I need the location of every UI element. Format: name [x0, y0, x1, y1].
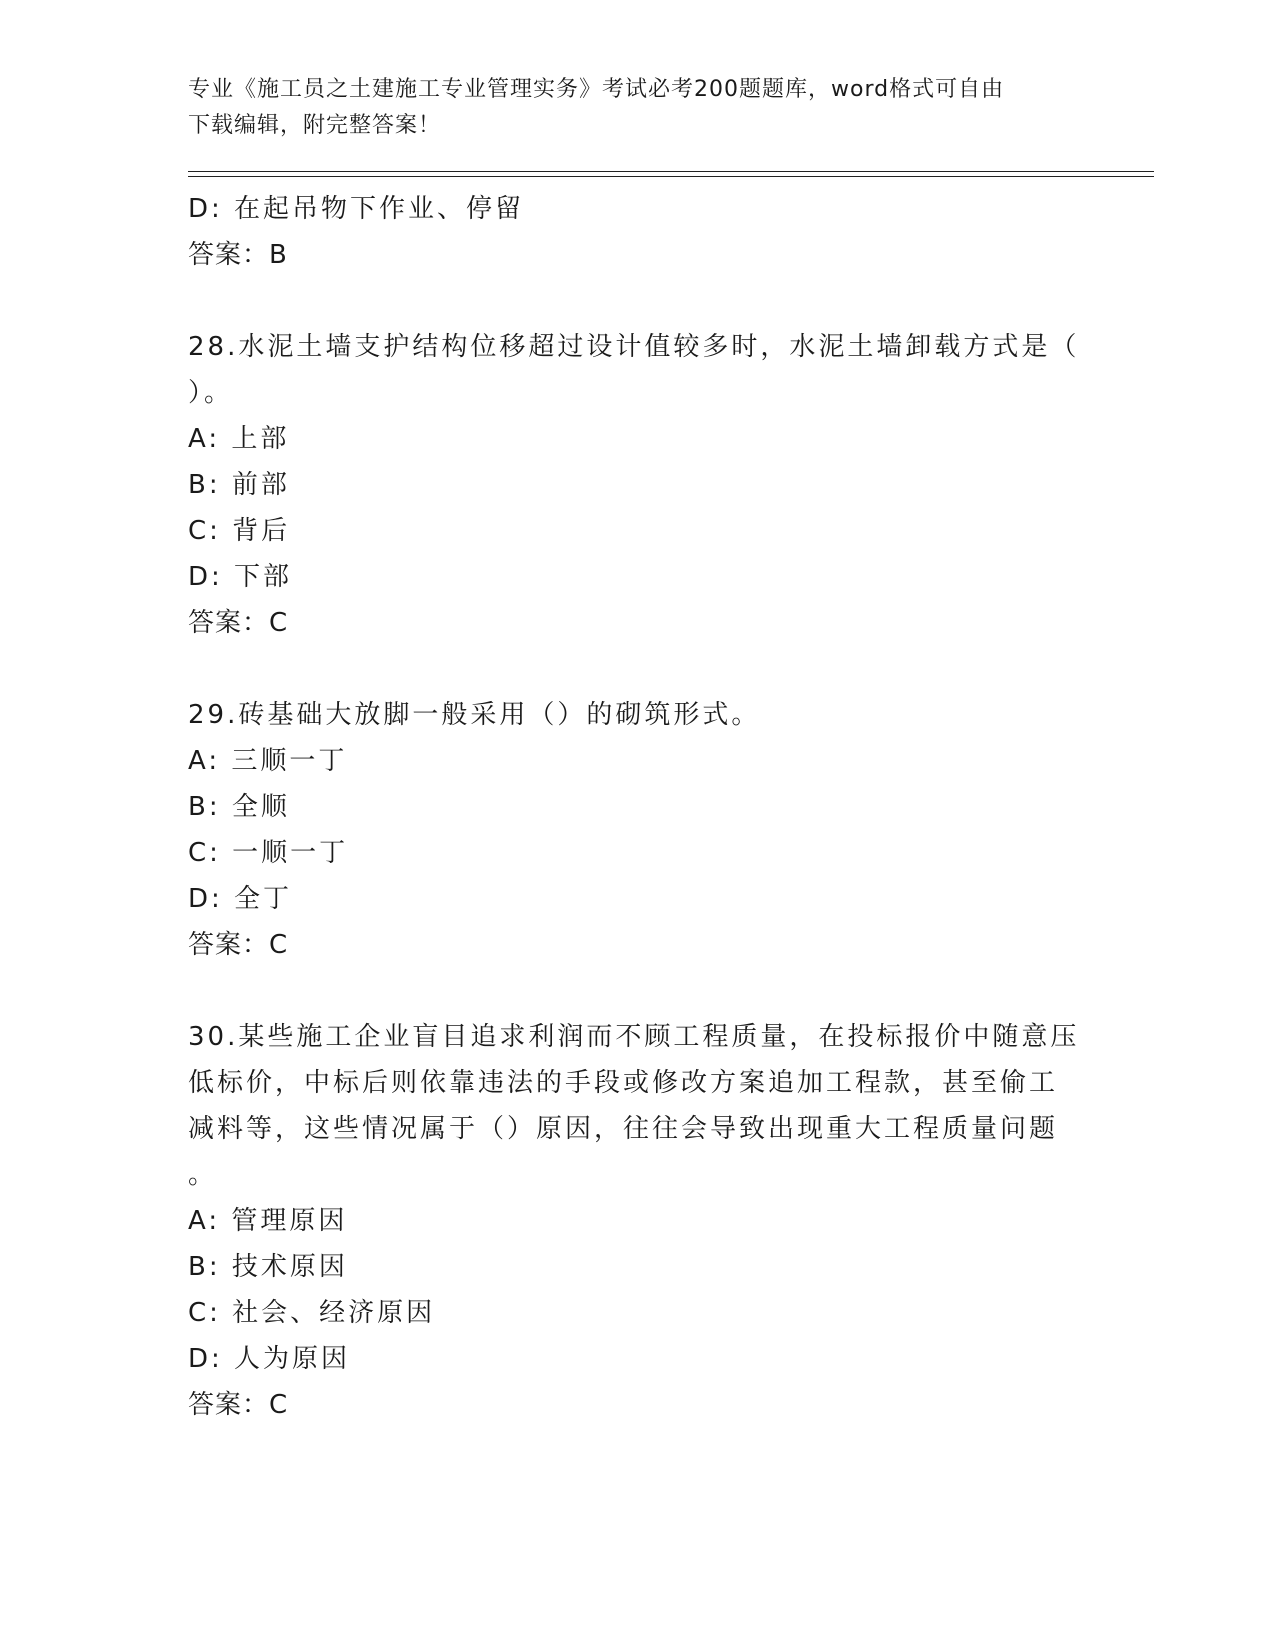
question-text-line: 低标价，中标后则依靠违法的手段或修改方案追加工程款，甚至偷工 [188, 1068, 1059, 1098]
question-text-line: 。 [188, 1160, 218, 1190]
header-divider-bottom [188, 176, 1154, 177]
option-d: D: 人为原因 [188, 1344, 351, 1374]
option-b: B: 技术原因 [188, 1252, 348, 1282]
option-a: A: 三顺一丁 [188, 746, 348, 776]
option-b: B: 前部 [188, 470, 290, 500]
answer: 答案：C [188, 930, 289, 960]
option-b: B: 全顺 [188, 792, 290, 822]
option-d: D: 下部 [188, 562, 293, 592]
header-divider-top [188, 171, 1154, 172]
question-text-line: 减料等，这些情况属于（）原因，往往会导致出现重大工程质量问题 [188, 1114, 1059, 1144]
question-30 [188, 1014, 1088, 1428]
option-c: C: 背后 [188, 516, 291, 546]
option-c: C: 社会、经济原因 [188, 1298, 436, 1328]
document-header [188, 72, 1088, 144]
question-text-line: 28.水泥土墙支护结构位移超过设计值较多时，水泥土墙卸载方式是（ [188, 332, 1080, 362]
option-c: C: 一顺一丁 [188, 838, 349, 868]
question-29 [188, 692, 1088, 968]
spacer [188, 968, 1088, 1014]
option-a: A: 管理原因 [188, 1206, 348, 1236]
answer: 答案：C [188, 608, 289, 638]
option-d: D: 在起吊物下作业、停留 [188, 194, 525, 224]
question-text-line: 29.砖基础大放脚一般采用（）的砌筑形式。 [188, 700, 761, 730]
question-28 [188, 324, 1088, 646]
header-line-2: 下载编辑，附完整答案！ [188, 113, 442, 138]
header-line-1: 专业《施工员之土建施工专业管理实务》考试必考200题题库，word格式可自由 [188, 77, 1005, 102]
answer: 答案：B [188, 240, 288, 270]
previous-question-tail [188, 186, 1088, 278]
question-text-line: 30.某些施工企业盲目追求利润而不顾工程质量，在投标报价中随意压 [188, 1022, 1080, 1052]
answer: 答案：C [188, 1390, 289, 1420]
spacer [188, 278, 1088, 324]
document-body [188, 186, 1088, 1428]
option-d: D: 全丁 [188, 884, 293, 914]
question-text-line: ）。 [188, 378, 234, 408]
spacer [188, 646, 1088, 692]
option-a: A: 上部 [188, 424, 290, 454]
